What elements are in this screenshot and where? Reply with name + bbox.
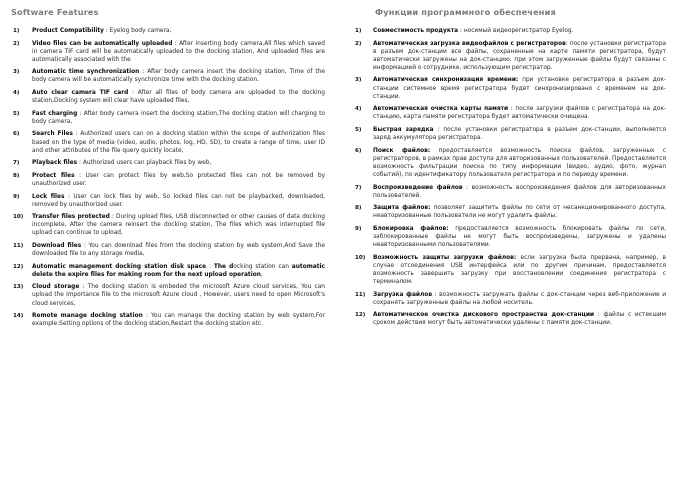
list-item-number: 4) [355,106,362,113]
left-column-heading: Software Features [11,7,99,17]
list-item-body: Совместимость продукта : носимый видеорегистратор Eyelog. [373,28,574,34]
list-item-lead: Search Files [32,131,73,138]
list-item [8,27,325,35]
list-item-text: предоставляется возможность поиска файлов, загруженных с регистраторов, в рамках прав доступа для авторизованных пользователей. Предоставляется возможность фильтрации поиска по типу информации (видео, аудио, фото, журнал событий), по идентификатору пользователя регистратора и по периоду времени. [373,147,667,178]
list-item-number: 5) [13,110,20,117]
left-feature-list [8,27,325,328]
list-item-number: 6) [13,131,20,138]
list-item-number: 6) [355,147,362,154]
list-item-body: Автоматическое очистка дискового пространства док-станции : файлы с истекшим сроком действия могут быть автоматически удалены с памяти док-станции. [373,312,666,327]
list-item-text: если загрузка была прервана, например, в случае отсоединения USB интерфейса или по другим причинам, предоставляется возможность завершить загрузку при восстановлении соединения регистратора с терминалом. [373,254,666,285]
list-item [349,147,666,179]
list-item-number: 9) [13,193,20,200]
list-item-lead: Remote manage docking station [32,313,143,320]
list-item-number: 9) [355,225,362,232]
list-item-body: Быстрая зарядка : после установки регистратора в разъем док-станции, выполняется заряд аккумулятора регистратора. [373,126,666,142]
list-item-text: возможность загружать файлы с док-станции через веб-приложение и сохранять загруженные файлы на любой носитель. [373,291,666,306]
list-item-number: 3) [13,69,20,76]
list-item-body: Playback files : Authorized users can playback files by web, [32,160,212,167]
list-item-lead: Совместимость продукта [373,28,459,34]
list-item-lead: Автоматическая очистка карты памяти [373,106,509,113]
list-item [8,213,325,237]
list-item-lead: Lock files [32,193,65,200]
list-item-lead: Блокировка файлов: [373,225,449,232]
list-item-text: After inserting body camera,All files which saved in camera TIF card will be automatically uploaded to the docking station, And uploaded files are automatically associated with the [32,40,325,63]
list-item-lead: Playback files [32,160,78,167]
list-item-lead: Загрузка файлов [373,291,433,298]
list-item-number: 7) [355,184,362,191]
list-item-body: Lock files : User can lock files by web, So locked files can not be playbacked, downloaded, removed by unauthorized user. [32,193,325,208]
list-item-text: предоставляется возможность блокировать файлы по сети, заблокированные файлы не могут быть воспроизведены, загружены и удалены неавторизованными пользователями. [373,225,666,249]
list-item-text: During upload files, USB disconnected or other causes of data docking incomplete, After the camera reinsert the docking station, The files which was interrupted file upload can continue to upload, [32,214,326,237]
list-item-body: Product Compatibility : Eyelog body camera, [32,28,172,34]
list-item-text: Authorized users can on a docking station within the scope of authorization files based on the type of media (video, audio, photos, log, HD, SD), to create a range of time, user ID and other attributes of the file query quickly locate, [32,131,325,154]
right-column-heading: Функции программного обеспечения [375,7,556,17]
list-item-body: Cloud storage : The docking station is embeded the microsoft Azure cloud services, You can upload the importance file to the microsoft Azure cloud , However, users need to open Microsoft's cloud services, [32,284,325,307]
list-item [349,254,666,286]
list-item-text: You can download files from the docking station by web system,And Save the downloaded file to any storage media, [32,242,325,258]
list-item-lead: Автоматическая синхронизация времени: [373,77,519,84]
list-item-lead: Fast charging [32,110,78,117]
list-item-lead: Воспроизведение файлов [373,184,463,191]
list-item-text: позволяет защитить файлы по сети от несанкционированного доступа, неавторизованные пользователи не могут удалить файлы. [373,205,667,220]
list-item-lead: Возможность защиты загрузки файлов: [373,254,517,261]
list-item-text: After all files of body camera are uploaded to the docking station,Docking system will clear have uploaded files, [32,90,325,105]
list-item-number: 2) [355,40,362,47]
list-item-text: User can protect files by web,So protected files can not be removed by unauthorized user. [32,172,325,187]
list-item-body: Автоматическая загрузка видеофайлов с регистраторов: после установки регистратора в разъем док-станции все файлы, сохраненные на карте памяти регистратора, будут автоматически загружены на док-станцию, при этом загруженные файлы будут связаны с информацией о сотруднике, использующим регистратор. [373,40,667,71]
list-item-text: Eyelog body camera, [109,28,172,34]
list-item [349,40,666,72]
list-item-body: Fast charging : After body camera insert the docking station,The docking station will charging to body camera, [32,110,325,125]
list-item [8,68,325,84]
list-item [8,193,325,209]
list-item [349,311,666,327]
list-item-lead: Auto clear camera TIF card [32,90,129,97]
list-item-text: возможность воспроизведения файлов для авторизованных пользователей. [373,184,667,199]
list-item [8,242,325,258]
list-item-lead: Transfer files protected [32,214,110,221]
list-item-body: Video files can be automatically uploaded : After inserting body camera,All files which saved in camera TIF card will be automatically uploaded to the docking station, And uploaded files are automatically associated with the [32,40,325,63]
list-item-text: после загрузки файлов с регистратора на док-станцию, карта памяти регистратора будет автоматически очищена. [373,106,666,121]
list-item-body: Воспроизведение файлов : возможность воспроизведения файлов для авторизованных пользователей. [373,184,667,199]
list-item-number: 14) [13,313,24,320]
list-item-number: 7) [13,160,20,167]
list-item-text: при установке регистратора в разъем док-станции системное время регистратора будет синхронизировано с временем на док-станции. [373,77,667,100]
list-item-lead: Product Compatibility [32,28,104,34]
list-item-number: 10) [13,214,24,221]
list-item-body: Remote manage docking station : You can manage the docking station by web system,For example:Setting options of the docking station,Restart the docking station etc. [32,313,326,328]
list-item-number: 10) [355,254,366,261]
list-item [8,89,325,105]
list-item-number: 12) [355,312,366,319]
list-item-body: Загрузка файлов : возможность загружать файлы с док-станции через веб-приложение и сохранять загруженные файлы на любой носитель. [373,291,666,306]
list-item-body: Transfer files protected : During upload files, USB disconnected or other causes of data docking incomplete, After the camera reinsert the docking station, The files which was interrupted file upload can continue to upload, [32,214,326,237]
list-item-number: 11) [355,291,366,298]
list-item-body: Auto clear camera TIF card : After all files of body camera are uploaded to the docking station,Docking system will clear have uploaded files, [32,90,325,105]
list-item-text: The docking station is embeded the microsoft Azure cloud services, You can upload the importance file to the microsoft Azure cloud , However, users need to open Microsoft's cloud services, [32,284,325,307]
list-item-number: 13) [13,284,24,291]
list-item-lead: Защита файлов: [373,205,431,212]
list-item-lead: Cloud storage [32,284,80,291]
list-item-body: Search Files : Authorized users can on a docking station within the scope of authorization files based on the type of media (video, audio, photos, log, HD, SD), to create a range of time, user ID and other attributes of the file query quickly locate, [32,131,325,154]
list-item-text: After body camera insert the docking station, Time of the body camera will be automatically synchronize time with the docking station. [32,69,325,84]
list-item-number: 1) [13,28,20,34]
list-item [349,126,666,142]
list-item-lead: Быстрая зарядка [373,126,434,133]
list-item-lead: Video files can be automatically uploaded [32,40,173,47]
list-item-body [373,225,666,249]
list-item-number: 5) [355,126,362,133]
list-item-number: 8) [13,172,20,179]
list-item [8,159,325,167]
list-item-text: носимый видеорегистратор Eyelog. [463,28,574,34]
right-feature-list [349,27,666,327]
list-item-lead: Download files [32,242,82,249]
list-item [349,225,666,249]
list-item [349,204,666,220]
list-item-lead: Автоматическое очистка дискового пространства док-станции [373,312,595,319]
list-item-lead: Поиск файлов: [373,147,431,154]
list-item [349,76,666,100]
list-item-lead: Автоматическая загрузка видеофайлов с регистраторов [373,40,566,47]
list-item-body [373,254,666,286]
list-item-lead: Automatic management docking station disk space [32,263,207,270]
list-item [349,184,666,200]
list-item-text: The docking station can automatic delete the expire files for making room for the next upload operation, [32,263,326,278]
list-item [8,283,325,307]
list-item-body: Protect files : User can protect files by web,So protected files can not be removed by unauthorized user. [32,172,325,187]
list-item [8,172,325,188]
list-item [349,27,666,35]
list-item-number: 12) [13,263,24,270]
list-item [349,291,666,307]
list-item [8,110,325,126]
list-item-number: 3) [355,77,362,84]
list-item [349,105,666,121]
list-item [8,312,325,328]
right-column-russian [337,0,674,480]
list-item-text: Authorized users can playback files by web, [82,160,212,167]
list-item [8,130,325,154]
list-item-lead: Protect files [32,172,75,179]
list-item-number: 1) [355,28,362,34]
list-item-text: After body camera insert the docking station,The docking station will charging to body camera, [32,110,325,125]
list-item-text: файлы с истекшим сроком действия могут быть автоматически удалены с памяти док-станции. [373,312,666,327]
list-item [8,40,325,64]
list-item-body [373,147,666,179]
list-item-body: Automatic time synchronization : After body camera insert the docking station, Time of the body camera will be automatically synchronize time with the docking station. [32,69,325,84]
list-item-lead: Automatic time synchronization [32,69,140,76]
list-item-number: 4) [13,90,20,97]
list-item-text: User can lock files by web, So locked files can not be playbacked, downloaded, removed by unauthorized user. [32,193,325,208]
list-item-body: Download files : You can download files from the docking station by web system,And Save the downloaded file to any storage media, [32,242,325,258]
list-item-text: после установки регистратора в разъем док-станции, выполняется заряд аккумулятора регистратора. [373,126,666,142]
list-item-body [373,76,666,100]
list-item-body: Автоматическая очистка карты памяти : после загрузки файлов с регистратора на док-станцию, карта памяти регистратора будет автоматически очищена. [373,106,666,121]
list-item-body [373,204,666,220]
list-item-text: после установки регистратора в разъем док-станции все файлы, сохраненные на карте памяти регистратора, будут автоматически загружены на док-станцию, при этом загруженные файлы будут связаны с информацией о сотруднике, использующим регистратор. [373,40,667,71]
list-item-number: 11) [13,242,24,249]
list-item-body: Automatic management docking station disk space : The docking station can automatic delete the expire files for making room for the next upload operation, [32,263,326,278]
list-item [8,263,325,279]
list-item-text: You can manage the docking station by web system,For example:Setting options of the docking station,Restart the docking station etc. [32,313,326,328]
list-item-number: 2) [13,40,20,47]
list-item-number: 8) [355,205,362,212]
